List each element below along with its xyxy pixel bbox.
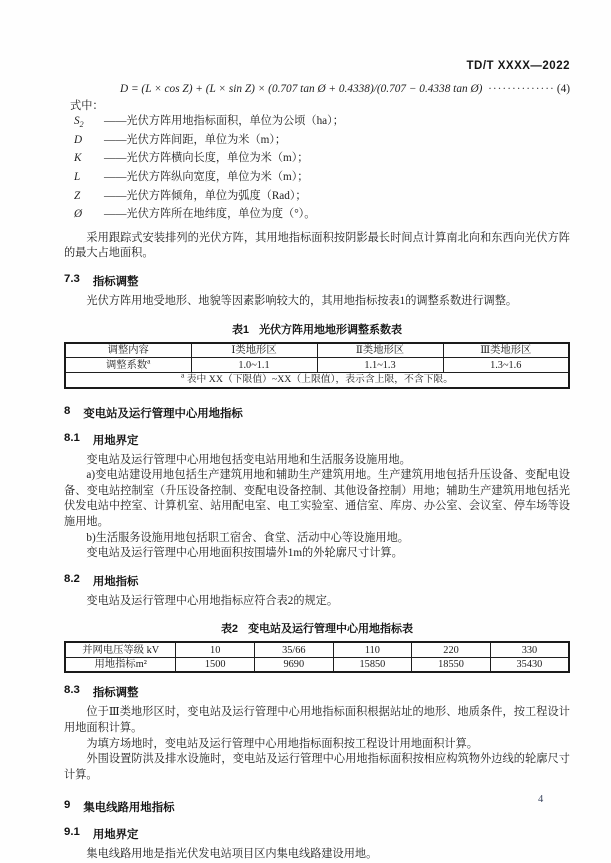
heading-title: 变电站及运行管理中心用地指标 bbox=[83, 407, 243, 420]
symbol-definition bbox=[74, 170, 570, 189]
heading-8-1 bbox=[64, 432, 570, 448]
symbol: $S_2$ bbox=[74, 115, 84, 130]
table1-footnote: $^a$ 表中 XX（下限值）~XX（上限值），表示含上限，不含下限。 bbox=[65, 373, 569, 388]
symbol-description: ——光伏方阵所在地纬度，单位为度（°）。 bbox=[104, 208, 316, 221]
table2-row1-label: 并网电压等级 kV bbox=[65, 642, 176, 657]
table2-row2-label: 用地指标m² bbox=[65, 657, 176, 672]
symbol: L bbox=[74, 170, 81, 183]
table-row bbox=[65, 343, 569, 358]
table2-substation-indicator bbox=[64, 641, 570, 673]
para-8-1-a: a)变电站建设用地包括生产建筑用地和辅助生产建筑用地。生产建筑用地包括升压设备、变配电设备、变电站控制室（升压设备控制、变配电设备控制、其他设备控制）用地；辅助生产建筑用地包括光伏发电站中控室、计算机室、站用配电室、电工实验室、通信室、库房、办公室、会议室、停车场等设施用地。 bbox=[64, 469, 570, 528]
symbol-description: ——光伏方阵纵向宽度，单位为米（m）； bbox=[104, 170, 309, 183]
para-8-1: 变电站及运行管理中心用地包括变电站用地和生活服务设施用地。 bbox=[86, 453, 411, 466]
table1-header-cell: Ⅲ类地形区 bbox=[443, 343, 569, 358]
heading-number: 8.3 bbox=[64, 684, 80, 697]
formula-number: (4) bbox=[556, 83, 570, 95]
heading-title: 用地界定 bbox=[92, 434, 139, 447]
heading-number: 8 bbox=[64, 404, 71, 417]
heading-number: 8.1 bbox=[64, 431, 80, 444]
table-row bbox=[65, 642, 569, 657]
symbol: Z bbox=[74, 189, 81, 202]
heading-title: 指标调整 bbox=[92, 276, 139, 289]
standard-code-header: TD/T XXXX—2022 bbox=[466, 60, 570, 72]
footnote-marker: a bbox=[147, 356, 151, 366]
para-9-1: 集电线路用地是指光伏发电站项目区内集电线路建设用地。 bbox=[86, 848, 378, 861]
table2-value-cell: 1500 bbox=[176, 657, 255, 672]
heading-number: 9.1 bbox=[64, 826, 80, 839]
para-8-3-2: 为填方场地时，变电站及运行管理中心用地指标面积按工程设计用地面积计算。 bbox=[86, 737, 478, 750]
symbol-definition bbox=[74, 151, 570, 170]
table2-value-cell: 10 bbox=[176, 642, 255, 657]
page-number: 4 bbox=[538, 794, 544, 805]
table2-caption bbox=[64, 620, 570, 636]
table1-row-label: 调整系数$^a$ bbox=[65, 358, 191, 373]
table2-caption-text: 变电站及运行管理中心用地指标表 bbox=[248, 623, 414, 636]
table2-value-cell: 18550 bbox=[412, 657, 491, 672]
table-row bbox=[65, 358, 569, 373]
heading-9-1 bbox=[64, 826, 570, 842]
table1-terrain-adjustment bbox=[64, 342, 570, 389]
table2-caption-number: 表2 bbox=[220, 623, 239, 636]
table2-value-cell: 330 bbox=[490, 642, 569, 657]
table1-value-cell: 1.1~1.3 bbox=[317, 358, 443, 373]
formula-4 bbox=[64, 83, 570, 95]
table1-caption-text: 光伏方阵用地地形调整系数表 bbox=[259, 323, 403, 336]
symbol-description: ——光伏方阵横向长度，单位为米（m）； bbox=[104, 152, 309, 165]
table2-value-cell: 9690 bbox=[255, 657, 334, 672]
symbol: D bbox=[74, 133, 83, 146]
heading-8 bbox=[64, 405, 570, 421]
heading-title: 集电线路用地指标 bbox=[83, 802, 175, 815]
tracking-array-note: 采用跟踪式安装排列的光伏方阵，其用地指标面积按阴影最长时间点计算南北向和东西向光伏方阵的最大占地面积。 bbox=[64, 231, 570, 260]
heading-title: 用地界定 bbox=[92, 829, 139, 842]
symbol-definition-list bbox=[74, 114, 570, 226]
table1-caption bbox=[64, 321, 570, 337]
footnote-marker: a bbox=[180, 371, 185, 381]
table2-value-cell: 220 bbox=[412, 642, 491, 657]
formula-expression: D = (L × cos Z) + (L × sin Z) × (0.707 tan Ø + 0.4338)/(0.707 − 0.4338 tan Ø) bbox=[120, 83, 483, 95]
symbol-definition bbox=[74, 189, 570, 208]
para-7-3: 光伏方阵用地受地形、地貌等因素影响较大的，其用地指标按表1的调整系数进行调整。 bbox=[86, 295, 518, 308]
para-8-3-1: 位于Ⅲ类地形区时，变电站及运行管理中心用地指标面积根据站址的地形、地质条件，按工程设计用地面积计算。 bbox=[64, 706, 570, 734]
para-8-3-3: 外围设置防洪及排水设施时，变电站及运行管理中心用地指标面积按相应构筑物外边线的轮廓尺寸计算。 bbox=[64, 753, 570, 781]
heading-8-3 bbox=[64, 684, 570, 700]
table1-header-cell: 调整内容 bbox=[65, 343, 191, 358]
heading-9 bbox=[64, 799, 570, 815]
para-8-1-b: b)生活服务设施用地包括职工宿舍、食堂、活动中心等设施用地。 bbox=[86, 531, 409, 544]
table2-value-cell: 15850 bbox=[333, 657, 412, 672]
symbol-definition bbox=[74, 133, 570, 152]
heading-8-2 bbox=[64, 573, 570, 589]
para-8-2: 变电站及运行管理中心用地指标应符合表2的规定。 bbox=[86, 594, 339, 607]
table1-caption-number: 表1 bbox=[231, 323, 250, 336]
table2-value-cell: 110 bbox=[333, 642, 412, 657]
table1-value-cell: 1.3~1.6 bbox=[443, 358, 569, 373]
heading-7-3 bbox=[64, 273, 570, 289]
heading-number: 8.2 bbox=[64, 572, 80, 585]
symbol-description: ——光伏方阵用地指标面积，单位为公顷（ha）； bbox=[104, 115, 344, 127]
symbol-definition bbox=[74, 207, 570, 226]
symbol-definition bbox=[74, 114, 570, 133]
symbol: K bbox=[74, 152, 82, 165]
table1-value-cell: 1.0~1.1 bbox=[191, 358, 317, 373]
para-8-1-c: 变电站及运行管理中心用地面积按围墙外1m的外轮廓尺寸计算。 bbox=[86, 547, 403, 560]
heading-title: 指标调整 bbox=[92, 687, 139, 700]
symbol: Ø bbox=[74, 208, 83, 221]
table-row bbox=[65, 657, 569, 672]
heading-number: 9 bbox=[64, 799, 71, 812]
symbol-description: ——光伏方阵倾角，单位为弧度（Rad）； bbox=[104, 189, 307, 202]
heading-title: 用地指标 bbox=[92, 575, 139, 588]
table1-header-cell: Ⅱ类地形区 bbox=[317, 343, 443, 358]
formula-dot-leader: ·············· bbox=[488, 83, 555, 95]
symbol-description: ——光伏方阵间距，单位为米（m）； bbox=[104, 133, 287, 146]
table1-header-cell: Ⅰ类地形区 bbox=[191, 343, 317, 358]
table2-value-cell: 35430 bbox=[490, 657, 569, 672]
table2-value-cell: 35/66 bbox=[255, 642, 334, 657]
where-clause-label: 式中： bbox=[70, 100, 104, 112]
table-row bbox=[65, 373, 569, 388]
heading-number: 7.3 bbox=[64, 273, 80, 286]
